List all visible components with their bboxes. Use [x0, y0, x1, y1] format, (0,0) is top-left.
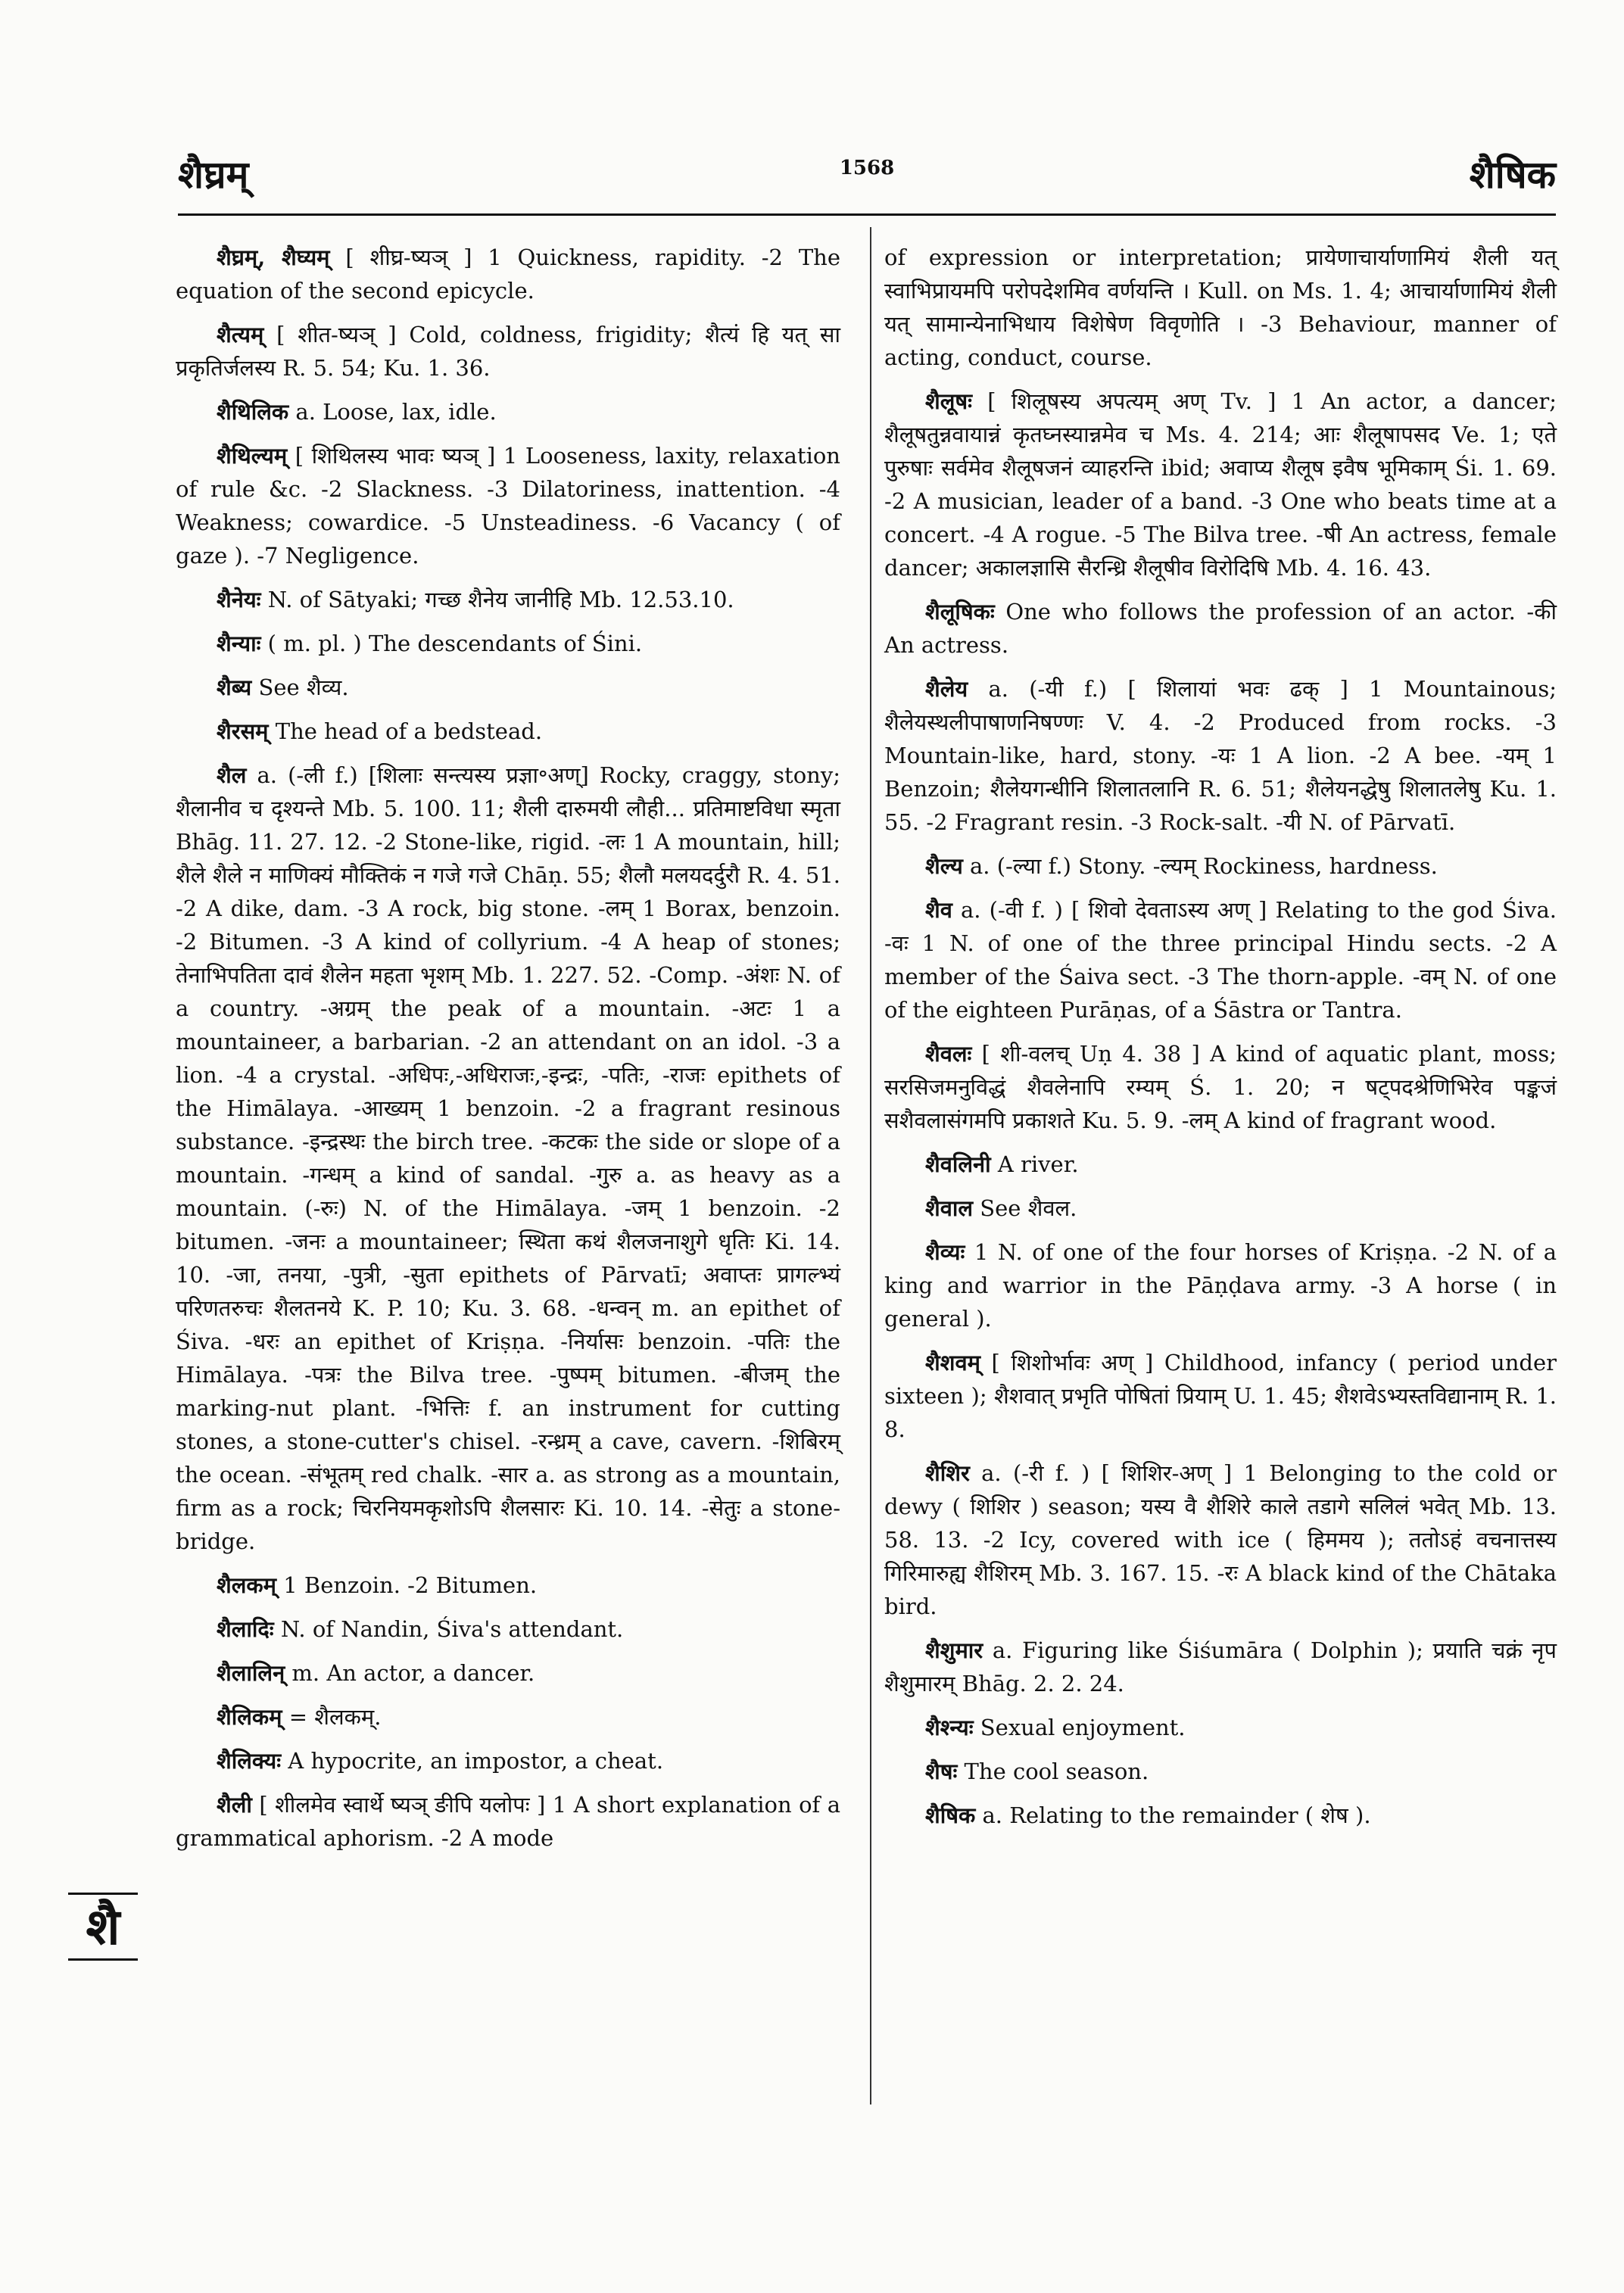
dictionary-entry [176, 1788, 840, 1855]
entry-headword: शैली [217, 1792, 252, 1818]
dictionary-entry [884, 385, 1557, 584]
dictionary-entry [176, 583, 840, 616]
dictionary-entry [884, 595, 1557, 662]
dictionary-entry [884, 1755, 1557, 1788]
entry-headword: शैथिलिक [217, 399, 289, 425]
dictionary-entry [176, 1612, 840, 1646]
entry-headword: शैलिक्यः [217, 1748, 282, 1774]
dictionary-entry [176, 627, 840, 660]
dictionary-entry [176, 671, 840, 704]
entry-body: [ शीत-ष्यञ् ] Cold, coldness, frigidity; शैत्यं हि यत् सा प्रकृतिर्जलस्य R. 5. 54; Ku. 1. 36. [176, 322, 840, 381]
dictionary-entry [884, 1235, 1557, 1335]
entry-body: A river. [990, 1151, 1079, 1177]
entry-body: 1 Benzoin. -2 Bitumen. [276, 1572, 538, 1598]
entry-headword: शैशुमार [925, 1637, 983, 1663]
entry-headword: शैलकम् [217, 1572, 276, 1598]
entry-headword: शैघ्रम्, शैघ्यम् [217, 245, 330, 270]
entry-headword: शैब्य [217, 675, 252, 700]
entry-body: of expression or interpretation; प्रायेणाचार्याणामियं शैली यत् स्वाभिप्रायमपि परोपदेशमिव वर्णयन्ति । Kull. on Ms. 1. 4; आचार्याणामियं शैली यत् सामान्येनाभिधाय विशेषेण विवृणोति । -3 Behaviour, manner of acting, conduct, course. [884, 245, 1557, 370]
entry-body: [ शिलूषस्य अपत्यम् अण् Tv. ] 1 An actor, a dancer; शैलूषतुन्नवायान्नं कृतघ्नस्यान्नमेव च Ms. 4. 214; आः शैलूषापसद Ve. 1; एते पुरुषाः सर्वमेव शैलूषजनं व्याहरन्ति ibid; अवाप्य शैलूष इवैष भूमिकाम् Śi. 1. 69. -2 A musician, leader of a band. -3 One who beats time at a concert. -4 A rogue. -5 The Bilva tree. -षी An actress, female dancer; अकालज्ञासि सैरन्ध्रि शैलूषीव विरोदिषि Mb. 4. 16. 43. [884, 388, 1557, 581]
entry-body: [ शीघ्र-ष्यञ् ] 1 Quickness, rapidity. -2 The equation of the second epicycle. [176, 245, 841, 304]
entry-headword: शैशवम् [925, 1350, 980, 1375]
entry-headword: शैवलिनी [925, 1151, 991, 1177]
entry-headword: शैवाल [925, 1195, 974, 1221]
entry-headword: शैलादिः [217, 1616, 274, 1642]
entry-body: The head of a bedstead. [268, 718, 543, 744]
dictionary-entry [884, 672, 1557, 839]
entry-body: a. (-ली f.) [शिलाः सन्त्यस्य प्रज्ञा॰अण्] Rocky, craggy, stony; शैलानीव च दृश्यन्ते Mb. 5. 100. 11; शैली दारुमयी लौही... प्रतिमाष्टविधा स्मृता Bhāg. 11. 27. 12. -2 Stone-like, rigid. -लः 1 A mountain, hill; शैले शैले न माणिक्यं मौक्तिकं न गजे गजे Chāṇ. 55; शैलौ मलयदर्दुरौ R. 4. 51. -2 A dike, dam. -3 A rock, big stone. -लम् 1 Borax, benzoin. -2 Bitumen. -3 A kind of collyrium. -4 A heap of stones; तेनाभिपतिता दावं शैलेन महता भृशम् Mb. 1. 227. 52. -Comp. -अंशः N. of a country. -अग्रम् the peak of a mountain. -अटः 1 a mountaineer, a barbarian. -2 an attendant on an idol. -3 a lion. -4 a crystal. -अधिपः,-अधिराजः,-इन्द्रः, -पतिः, -राजः epithets of the Himālaya. -आख्यम् 1 benzoin. -2 a fragrant resinous substance. -इन्द्रस्थः the birch tree. -कटकः the side or slope of a mountain. -गन्धम् a kind of sandal. -गुरु a. as heavy as a mountain. (-रुः) N. of the Himālaya. -जम् 1 benzoin. -2 bitumen. -जनः a mountaineer; स्थिता कथं शैलजनाशुगे धृतिः Ki. 14. 10. -जा, तनया, -पुत्री, -सुता epithets of Pārvatī; अवाप्तः प्रागल्भ्यं परिणतरुचः शैलतनये K. P. 10; Ku. 3. 68. -धन्वन् m. an epithet of Śiva. -धरः an epithet of Kriṣṇa. -निर्यासः benzoin. -पतिः the Himālaya. -पत्रः the Bilva tree. -पुष्पम् bitumen. -बीजम् the marking-nut plant. -भित्तिः f. an instrument for cutting stones, a stone-cutter's chisel. -रन्ध्रम् a cave, cavern. -शिबिरम् the ocean. -संभूतम् red chalk. -सार a. as strong as a mountain, firm as a rock; चिरनियमकृशोऽपि शैलसारः Ki. 10. 14. -सेतुः a stone-bridge. [176, 762, 840, 1554]
dictionary-entry [884, 1346, 1557, 1446]
dictionary-entry [176, 241, 840, 307]
entry-body: N. of Sātyaki; गच्छ शैनेय जानीहि Mb. 12.53.10. [260, 587, 734, 612]
entry-headword: शैन्याः [217, 631, 261, 656]
entry-headword: शैषिक [925, 1802, 976, 1828]
entry-body: See शैवल. [973, 1195, 1077, 1221]
dictionary-entry [884, 1192, 1557, 1225]
header-right-word: शैषिक [1469, 152, 1556, 197]
entry-headword: शैल्य [925, 853, 963, 879]
entry-body: Sexual enjoyment. [973, 1715, 1186, 1740]
entry-headword: शैलूषिकः [925, 599, 995, 625]
entry-headword: शैत्यम् [217, 322, 264, 347]
entry-headword: शैल [217, 762, 247, 788]
entry-body: a. Figuring like Śiśumāra ( Dolphin ); प्रयाति चक्रं नृप शैशुमारम् Bhāg. 2. 2. 24. [884, 1637, 1557, 1696]
dictionary-entry [176, 439, 840, 572]
entry-body: = शैलकम्. [282, 1704, 382, 1730]
dictionary-entry [884, 1634, 1557, 1700]
dictionary-entry [176, 318, 840, 385]
entry-body: ( m. pl. ) The descendants of Śini. [260, 631, 643, 656]
entry-body: [ शीलमेव स्वार्थे ष्यञ् ङीपि यलोपः ] 1 A short explanation of a grammatical aphorism. -2 A mode [176, 1792, 840, 1851]
entry-body: One who follows the profession of an actor. -की An actress. [884, 599, 1557, 658]
section-margin-mark: शै [68, 1893, 138, 1961]
dictionary-entry [884, 893, 1557, 1027]
dictionary-entry [884, 1456, 1557, 1623]
entry-body: 1 N. of one of the four horses of Kriṣṇa. -2 N. of a king and warrior in the Pāṇḍava army. -3 A horse ( in general ). [884, 1239, 1557, 1332]
entry-headword: शैनेयः [217, 587, 261, 612]
entry-body: [ शिशोर्भावः अण् ] Childhood, infancy ( period under sixteen ); शैशवात् प्रभृति पोषितां प्रियाम् U. 1. 45; शैशवेऽभ्यस्तविद्यानाम् R. 1. 8. [884, 1350, 1557, 1442]
entry-headword: शैषः [925, 1759, 958, 1784]
column-divider [870, 227, 871, 2105]
header-left-word: शैघ्रम् [178, 152, 249, 197]
left-column [176, 241, 840, 1865]
right-column [884, 241, 1557, 1843]
entry-headword: शैवलः [925, 1041, 972, 1067]
entry-headword: शैलालिन् [217, 1660, 285, 1686]
entry-headword: शैलिकम् [217, 1704, 282, 1730]
entry-body: [ शी-वलच् Uṇ 4. 38 ] A kind of aquatic plant, moss; सरसिजमनुविद्धं शैवलेनापि रम्यम् Ś. 1. 20; न षट्पदश्रेणिभिरेव पङ्कजं सशैवलासंगमपि प्रकाशते Ku. 5. 9. -लम् A kind of fragrant wood. [884, 1041, 1557, 1133]
entry-headword: शैशिर [925, 1460, 970, 1486]
entry-body: a. (-री f. ) [ शिशिर-अण् ] 1 Belonging to the cold or dewy ( शिशिर ) season; यस्य वै शैशिरे काले तडागे सलिलं भवेत् Mb. 13. 58. 13. -2 Icy, covered with ice ( हिममय ); ततोऽहं वचनात्तस्य गिरिमारुह्य शैशिरम् Mb. 3. 167. 15. -रः A black kind of the Chātaka bird. [884, 1460, 1557, 1619]
page-number: 1568 [839, 157, 895, 179]
entry-body: m. An actor, a dancer. [285, 1660, 535, 1686]
dictionary-entry [884, 1148, 1557, 1181]
entry-headword: शैलेय [925, 676, 968, 702]
entry-headword: शैलूषः [925, 388, 973, 414]
dictionary-entry [884, 849, 1557, 883]
entry-body: a. (-ल्या f.) Stony. -ल्यम् Rockiness, hardness. [962, 853, 1438, 879]
entry-body: [ शिथिलस्य भावः ष्यञ् ] 1 Looseness, laxity, relaxation of rule &c. -2 Slackness. -3 Dilatoriness, inattention. -4 Weakness; cowardice. -5 Unsteadiness. -6 Vacancy ( of gaze ). -7 Negligence. [176, 443, 840, 569]
dictionary-entry [176, 715, 840, 748]
entry-body: N. of Nandin, Śiva's attendant. [273, 1616, 624, 1642]
dictionary-entry-continued [884, 241, 1557, 374]
entry-body: a. (-यी f.) [ शिलायां भवः ढक् ] 1 Mountainous; शैलेयस्थलीपाषाणनिषण्णः V. 4. -2 Produced from rocks. -3 Mountain-like, hard, stony. -यः 1 A lion. -2 A bee. -यम् 1 Benzoin; शैलेयगन्धीनि शिलातलानि R. 6. 51; शैलेयनद्धेषु शिलातलेषु Ku. 1. 55. -2 Fragrant resin. -3 Rock-salt. -यी N. of Pārvatī. [884, 676, 1557, 835]
entry-headword: शैश्न्यः [925, 1715, 974, 1740]
entry-headword: शैथिल्यम् [217, 443, 288, 469]
entry-body: a. Relating to the remainder ( शेष ). [975, 1802, 1371, 1828]
page-header [178, 148, 1556, 216]
dictionary-entry [884, 1799, 1557, 1832]
dictionary-entry [176, 759, 840, 1558]
dictionary-entry [176, 1744, 840, 1777]
header-rule [178, 213, 1556, 216]
dictionary-entry [884, 1711, 1557, 1744]
entry-headword: शैरसम् [217, 718, 269, 744]
dictionary-entry [884, 1037, 1557, 1137]
dictionary-entry [176, 1700, 840, 1734]
entry-body: The cool season. [957, 1759, 1149, 1784]
entry-body: a. (-वी f. ) [ शिवो देवताऽस्य अण् ] Relating to the god Śiva. -वः 1 N. of one of the three principal Hindu sects. -2 A member of the Śaiva sect. -3 The thorn-apple. -वम् N. of one of the eighteen Purāṇas, of a Śāstra or Tantra. [884, 897, 1557, 1023]
entry-body: a. Loose, lax, idle. [288, 399, 497, 425]
entry-headword: शैव [925, 897, 952, 923]
dictionary-entry [176, 395, 840, 428]
dictionary-entry [176, 1569, 840, 1602]
entry-body: See शैव्य. [251, 675, 349, 700]
entry-body: A hypocrite, an impostor, a cheat. [281, 1748, 664, 1774]
dictionary-entry [176, 1656, 840, 1690]
entry-headword: शैव्यः [925, 1239, 965, 1265]
